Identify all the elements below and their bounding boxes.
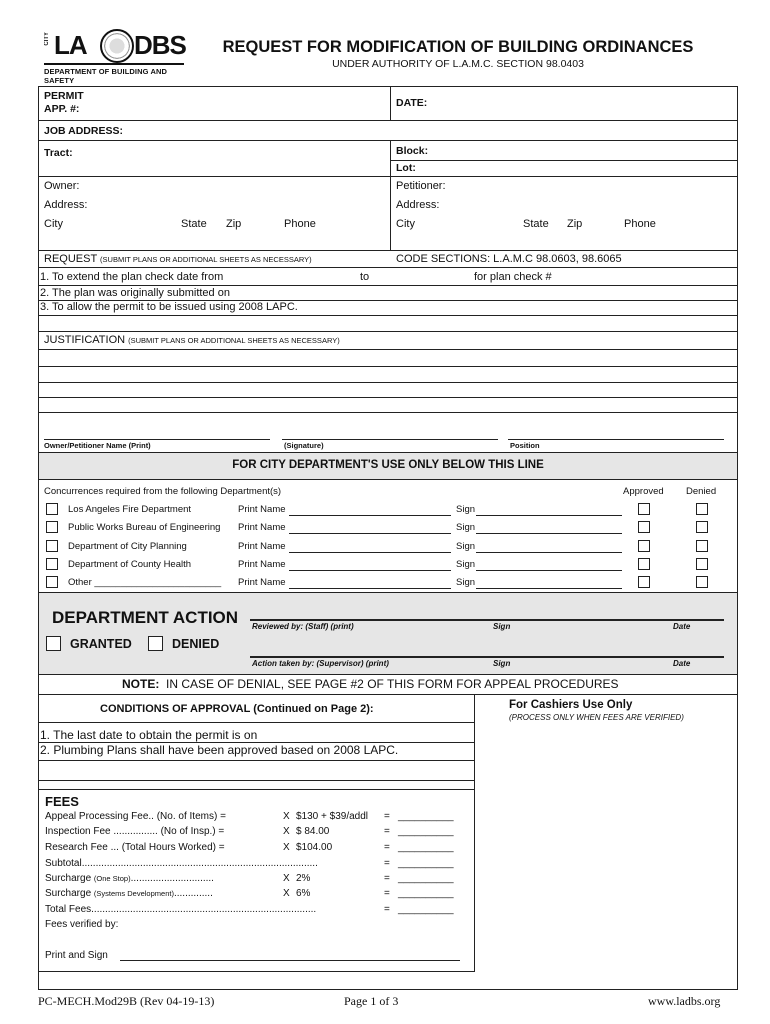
divider xyxy=(474,694,475,789)
lot-label[interactable]: Lot: xyxy=(396,162,416,174)
print-name-label: Print Name xyxy=(238,522,286,533)
print-name-line[interactable] xyxy=(289,570,451,571)
request-note: (SUBMIT PLANS OR ADDITIONAL SHEETS AS NECESSARY) xyxy=(100,255,312,264)
conditions-title: CONDITIONS OF APPROVAL (Continued on Page 2): xyxy=(100,703,374,715)
action-by-line[interactable] xyxy=(250,656,724,658)
signature-line[interactable] xyxy=(282,439,498,440)
fee-label-main: Surcharge xyxy=(45,873,92,884)
department-name: Department of County Health xyxy=(68,559,192,570)
action-sign-label: Sign xyxy=(493,659,511,668)
fee-multiplier: X xyxy=(283,873,290,884)
fee-label: Research Fee ... (Total Hours Worked) = xyxy=(45,842,225,853)
reviewed-sign-label: Sign xyxy=(493,622,511,631)
fee-label-dots: .............................. xyxy=(130,873,214,884)
cashier-note: (PROCESS ONLY WHEN FEES ARE VERIFIED) xyxy=(509,713,684,722)
position-label: Position xyxy=(510,441,540,450)
action-date-label: Date xyxy=(673,659,691,668)
justification-title: JUSTIFICATION xyxy=(44,334,126,346)
reviewed-date-label: Date xyxy=(673,622,691,631)
department-checkbox[interactable] xyxy=(46,540,58,552)
divider xyxy=(38,120,738,121)
denied-checkbox[interactable] xyxy=(696,521,708,533)
owner-name-line[interactable] xyxy=(44,439,270,440)
fee-label xyxy=(45,888,213,899)
owner-label[interactable]: Owner: xyxy=(44,180,80,192)
petitioner-zip-label[interactable]: Zip xyxy=(567,218,583,230)
department-checkbox[interactable] xyxy=(46,521,58,533)
logo-la-text: LA xyxy=(54,30,87,60)
fee-amount: 6% xyxy=(296,888,311,899)
form-subtitle: UNDER AUTHORITY OF L.A.M.C. SECTION 98.0403 xyxy=(332,58,584,70)
approved-checkbox[interactable] xyxy=(638,540,650,552)
request-title: REQUEST xyxy=(44,253,97,265)
divider xyxy=(390,140,391,250)
sign-line[interactable] xyxy=(476,533,622,534)
fee-label: Inspection Fee ................ (No of Insp.) = xyxy=(45,826,225,837)
note-row xyxy=(122,677,619,691)
footer-site: www.ladbs.org xyxy=(648,994,721,1008)
sign-label: Sign xyxy=(456,577,476,588)
sign-label: Sign xyxy=(456,522,476,533)
fee-label: Total Fees................................................................................. xyxy=(45,904,317,915)
city-seal-icon xyxy=(100,29,134,63)
divider xyxy=(38,694,738,695)
fee-total-blank[interactable]: __________ xyxy=(398,826,454,837)
approved-checkbox[interactable] xyxy=(638,503,650,515)
petitioner-phone-label[interactable]: Phone xyxy=(624,218,656,230)
approved-checkbox[interactable] xyxy=(638,576,650,588)
note-label: NOTE: xyxy=(122,677,160,691)
logo-department-text: DEPARTMENT OF BUILDING AND SAFETY xyxy=(44,63,184,85)
divider xyxy=(38,267,738,268)
divider xyxy=(38,760,474,761)
fee-label-main: Surcharge xyxy=(45,888,92,899)
fee-total-blank[interactable]: __________ xyxy=(398,904,454,915)
justification-line[interactable] xyxy=(38,412,738,413)
owner-address-label[interactable]: Address: xyxy=(44,199,88,211)
code-sections: CODE SECTIONS: L.A.M.C 98.0603, 98.6065 xyxy=(396,253,622,265)
denied-checkbox[interactable] xyxy=(696,558,708,570)
department-action-title: DEPARTMENT ACTION xyxy=(52,608,239,627)
owner-phone-label[interactable]: Phone xyxy=(284,218,316,230)
fee-equals: = xyxy=(384,904,390,915)
form-title: REQUEST FOR MODIFICATION OF BUILDING ORDINANCES xyxy=(222,38,694,56)
block-label[interactable]: Block: xyxy=(396,145,429,157)
request-line-1-to: to xyxy=(360,271,370,283)
department-checkbox[interactable] xyxy=(46,576,58,588)
reviewed-by-line[interactable] xyxy=(250,619,724,621)
fee-total-blank[interactable]: __________ xyxy=(398,888,454,899)
approved-heading: Approved xyxy=(623,486,664,497)
fee-equals: = xyxy=(384,888,390,899)
divider xyxy=(38,780,474,781)
justification-line[interactable] xyxy=(38,382,738,383)
reviewed-by-label: Reviewed by: (Staff) (print) xyxy=(252,622,354,631)
request-line-3[interactable]: 3. To allow the permit to be issued using 2008 LAPC. xyxy=(40,301,298,313)
fee-multiplier: X xyxy=(283,811,290,822)
petitioner-address-label[interactable]: Address: xyxy=(396,199,440,211)
fee-label xyxy=(45,873,214,884)
justification-line[interactable] xyxy=(38,366,738,367)
position-line[interactable] xyxy=(508,439,724,440)
approved-checkbox[interactable] xyxy=(638,521,650,533)
fees-verified-label: Fees verified by: xyxy=(45,919,119,930)
owner-zip-label[interactable]: Zip xyxy=(226,218,242,230)
request-line-1-for[interactable]: for plan check # xyxy=(474,271,552,283)
divider xyxy=(38,479,738,480)
fee-equals: = xyxy=(384,858,390,869)
divider xyxy=(38,315,738,316)
ladbs-logo xyxy=(44,30,186,85)
fee-amount: $104.00 xyxy=(296,842,333,853)
print-sign-line[interactable] xyxy=(120,960,460,961)
owner-name-label: Owner/Petitioner Name (Print) xyxy=(44,441,151,450)
fee-amount: $130 + $39/addl xyxy=(296,811,369,822)
department-name: Los Angeles Fire Department xyxy=(68,504,192,515)
conditions-line-2[interactable]: 2. Plumbing Plans shall have been approved based on 2008 LAPC. xyxy=(40,743,399,757)
concurrences-heading: Concurrences required from the following Department(s) xyxy=(44,486,282,497)
request-line-2[interactable]: 2. The plan was originally submitted on xyxy=(40,287,230,299)
footer-form-id: PC-MECH.Mod29B (Rev 04-19-13) xyxy=(38,994,215,1008)
fee-multiplier: X xyxy=(283,842,290,853)
department-name: Other ________________________ xyxy=(68,577,222,588)
fee-total-blank[interactable]: __________ xyxy=(398,858,454,869)
print-name-line[interactable] xyxy=(289,515,451,516)
denied-checkbox[interactable] xyxy=(148,636,163,651)
print-name-label: Print Name xyxy=(238,541,286,552)
petitioner-state-label[interactable]: State xyxy=(523,218,549,230)
denied-label: DENIED xyxy=(172,637,220,651)
logo-city-text: CITY xyxy=(44,32,50,46)
granted-checkbox[interactable] xyxy=(46,636,61,651)
fee-label: Appeal Processing Fee.. (No. of Items) = xyxy=(45,811,226,822)
divider xyxy=(38,140,738,141)
sign-line[interactable] xyxy=(476,515,622,516)
justification-label xyxy=(44,334,340,346)
sign-label: Sign xyxy=(456,559,476,570)
note-text: IN CASE OF DENIAL, SEE PAGE #2 OF THIS FORM FOR APPEAL PROCEDURES xyxy=(166,677,619,691)
fee-multiplier: X xyxy=(283,888,290,899)
cashier-title: For Cashiers Use Only xyxy=(509,699,633,711)
request-label xyxy=(44,253,312,265)
sign-label: Sign xyxy=(456,504,476,515)
tract-label[interactable]: Tract: xyxy=(44,147,73,159)
denied-checkbox[interactable] xyxy=(696,576,708,588)
date-label[interactable]: DATE: xyxy=(396,97,428,109)
approved-checkbox[interactable] xyxy=(638,558,650,570)
department-checkbox[interactable] xyxy=(46,503,58,515)
fee-label-sub: (Systems Development) xyxy=(93,889,174,898)
divider xyxy=(38,674,738,675)
justification-line[interactable] xyxy=(38,397,738,398)
footer-page: Page 1 of 3 xyxy=(344,994,399,1008)
fee-total-blank[interactable]: __________ xyxy=(398,873,454,884)
divider xyxy=(38,285,738,286)
owner-state-label[interactable]: State xyxy=(181,218,207,230)
divider xyxy=(38,331,738,332)
department-name: Public Works Bureau of Engineering xyxy=(68,522,221,533)
divider xyxy=(390,160,738,161)
conditions-line-1[interactable]: 1. The last date to obtain the permit is on xyxy=(40,728,258,742)
permit-label: PERMIT xyxy=(44,90,84,102)
signature-label: (Signature) xyxy=(284,441,324,450)
petitioner-city-label[interactable]: City xyxy=(396,218,415,230)
fee-multiplier: X xyxy=(283,826,290,837)
denied-heading: Denied xyxy=(686,486,717,497)
divider xyxy=(390,86,391,120)
sign-line[interactable] xyxy=(476,552,622,553)
justification-note: (SUBMIT PLANS OR ADDITIONAL SHEETS AS NECESSARY) xyxy=(128,336,340,345)
action-by-label: Action taken by: (Supervisor) (print) xyxy=(252,659,389,668)
owner-city-label[interactable]: City xyxy=(44,218,63,230)
logo-dbs-text: DBS xyxy=(134,30,186,60)
fee-label: Subtotal..................................................................................... xyxy=(45,858,318,869)
fee-total-blank[interactable]: __________ xyxy=(398,842,454,853)
justification-line[interactable] xyxy=(38,349,738,350)
petitioner-label[interactable]: Petitioner: xyxy=(396,180,446,192)
print-name-label: Print Name xyxy=(238,504,286,515)
print-name-line[interactable] xyxy=(289,588,451,589)
fee-equals: = xyxy=(384,826,390,837)
fee-equals: = xyxy=(384,811,390,822)
print-sign-label: Print and Sign xyxy=(45,950,108,961)
fee-amount: $ 84.00 xyxy=(296,826,330,837)
denied-checkbox[interactable] xyxy=(696,540,708,552)
department-name: Department of City Planning xyxy=(68,541,187,552)
divider xyxy=(38,176,738,177)
denied-checkbox[interactable] xyxy=(696,503,708,515)
job-address-label[interactable]: JOB ADDRESS: xyxy=(44,125,123,137)
sign-line[interactable] xyxy=(476,570,622,571)
granted-label: GRANTED xyxy=(70,637,132,651)
fee-equals: = xyxy=(384,842,390,853)
fee-equals: = xyxy=(384,873,390,884)
city-use-banner: FOR CITY DEPARTMENT'S USE ONLY BELOW THIS LINE xyxy=(232,459,544,471)
print-name-line[interactable] xyxy=(289,533,451,534)
sign-line[interactable] xyxy=(476,588,622,589)
app-number-label[interactable]: APP. #: xyxy=(44,103,80,115)
department-checkbox[interactable] xyxy=(46,558,58,570)
divider xyxy=(38,250,738,251)
divider xyxy=(38,722,474,723)
print-name-label: Print Name xyxy=(238,577,286,588)
print-name-label: Print Name xyxy=(238,559,286,570)
sign-label: Sign xyxy=(456,541,476,552)
print-name-line[interactable] xyxy=(289,552,451,553)
fee-amount: 2% xyxy=(296,873,311,884)
fee-label-dots: .............. xyxy=(173,888,213,899)
fee-label-sub: (One Stop) xyxy=(93,874,131,883)
fees-title: FEES xyxy=(45,794,79,809)
fee-total-blank[interactable]: __________ xyxy=(398,811,454,822)
request-line-1[interactable]: 1. To extend the plan check date from xyxy=(40,271,224,283)
